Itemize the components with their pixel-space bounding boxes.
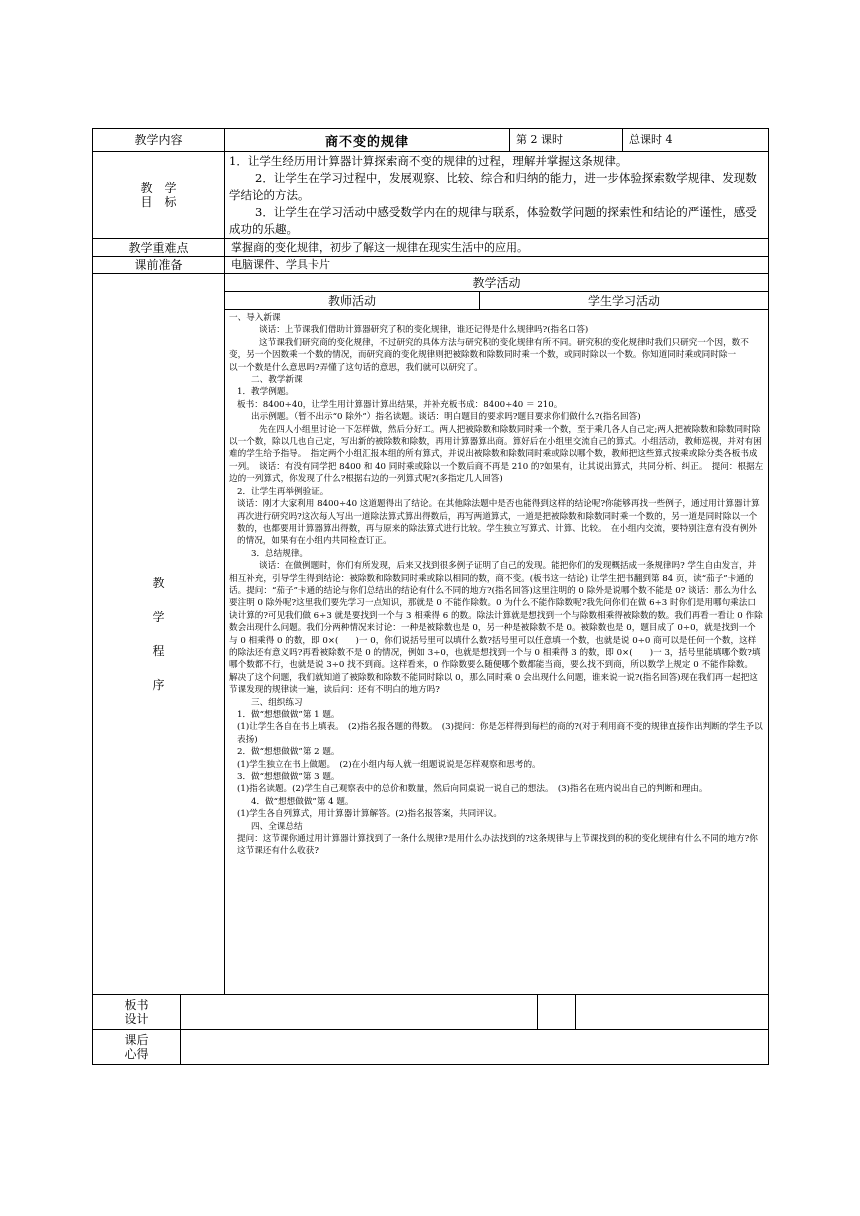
lesson-plan-table — [92, 128, 768, 1065]
procedure-line: 1．做“想想做做”第 1 题。 — [237, 710, 340, 720]
procedure-line: 提问：这节课你通过用计算器计算找到了一条什么规律?是用什么办法找到的?这条规律与上节课找到的积的变化规律有什么不同的地方?你这节课还有什么收获? — [237, 834, 758, 857]
reflection-label — [93, 1030, 181, 1065]
procedure-label-char: 教 — [152, 576, 165, 590]
student-activity-header: 学生学习活动 — [480, 292, 769, 310]
procedure-line: 板书：8400÷40，让学生用计算器计算出结果，并补充板书成：8400÷40 ＝ 210。 — [237, 399, 563, 410]
procedure-line: 3．总结规律。 — [251, 548, 309, 559]
procedure-line: 3．做“想想做做”第 3 题。 — [237, 772, 340, 783]
lesson-title: 商不变的规律 — [225, 129, 510, 152]
procedure-line: 2．做“想想做做”第 2 题。 — [237, 747, 340, 758]
procedure-line: (1)指名读题。(2)学生自己观察表中的总价和数量，然后向同桌说一说自己的想法。 (3)指名在班内说出自己的判断和理由。 — [237, 784, 708, 795]
procedure-line: 先在四人小组里讨论一下怎样做，然后分好工。两人把被除数和除数同时乘一个数，至于乘几各人自己定;两人把被除数和除数同时除以一个数，除以几也自己定，写出新的被除数和除数，再用计算器算出商。算好后在小组里交流自己的算式。小组活动，教师巡视，并对有困难的学生给予指导。 指定两个小组汇报本组的所有算式，并说出被除数和除数同时乘或除以哪个数，教师把这些算式按乘或除分类各板书成一列。 谈话：有没有同学把 8400 和 40 同时乘或除以一个数后商不再是 210 的?如果有，让其说出算式，共同分析、纠正。 提问：根据左边的一列算式，你发现了什么?根据右边的一列算式呢?(多指定几人回答) — [229, 424, 764, 485]
procedure-table — [92, 273, 769, 995]
key-points-label: 教学重难点 — [93, 239, 225, 257]
procedure-label-char: 序 — [152, 678, 165, 692]
board-label-line1: 板书 — [124, 998, 149, 1012]
total-lessons: 总课时 4 — [623, 129, 769, 152]
procedure-label — [93, 274, 225, 995]
procedure-line: 谈话：刚才大家利用 8400÷40 这道题得出了结论。在其他除法题中是否也能得到这样的结论呢?你能够再找一些例子，通过用计算器计算再次进行研究吗?这次每人写出一道除法算式算出得数后，再写两道算式，一道是把被除数和除数同时乘一个数的，另一道是同时除以一个数的，也都要用计算器算出得数，再与原来的除法算式进行比较。学生独立写算式、计算、比较。 在小组内交流，要特别注意有没有例外的情况，如果有在小组内共同检查订正。 — [237, 499, 760, 547]
procedure-line: 二、教学新课 — [251, 375, 303, 386]
procedure-line: (1)学生独立在书上做题。 (2)在小组内每人就一组题说说是怎样观察和思考的。 — [237, 759, 541, 770]
board-design-cell-3 — [576, 995, 769, 1030]
header-table — [92, 128, 769, 152]
procedure-line: 三、组织练习 — [251, 697, 303, 708]
procedure-label-char: 学 — [152, 610, 165, 624]
footer-table — [92, 994, 769, 1065]
content-label: 教学内容 — [93, 129, 225, 152]
procedure-line: 2．让学生再举例验证。 — [237, 486, 329, 497]
goal-item: 3．让学生在学习活动中感受数学内在的规律与联系，体验数学问题的探索性和结论的严谨性，感受成功的乐趣。 — [229, 205, 757, 236]
procedure-line: 1．教学例题。 — [237, 387, 295, 398]
procedure-line: 这节课我们研究商的变化规律，不过研究的具体方法与研究积的变化规律有所不同。研究积的变化规律时我们只研究一个因，数不变，另一个因数乘一个数的情况，而研究商的变化规律则把被除数和除数同时乘一个数，或同时除以一个数。你知道同时乘或同时除一 — [229, 337, 749, 361]
goals-label-line1: 教 学 — [140, 181, 177, 195]
procedure-label-char: 程 — [152, 644, 165, 658]
preparation-text: 电脑课件、学具卡片 — [225, 257, 769, 274]
procedure-line: 一、导入新课 — [229, 313, 281, 323]
goal-item: 2．让学生在学习过程中，发展观察、比较、综合和归纳的能力，进一步体验探索数学规律、发现数学结论的方法。 — [229, 171, 757, 202]
key-points-text: 掌握商的变化规律，初步了解这一规律在现实生活中的应用。 — [225, 239, 769, 257]
procedure-line: (1)学生各自列算式，用计算器计算解答。(2)指名报答案，共同评议。 — [237, 809, 502, 820]
board-design-cell-1 — [181, 995, 538, 1030]
procedure-line: 谈话：上节课我们借助计算器研究了积的变化规律，谁还记得是什么规律吗?(指名口答) — [259, 325, 589, 336]
procedure-content — [225, 310, 769, 995]
board-label-line2: 设计 — [124, 1012, 149, 1026]
procedure-line: 以一个数是什么意思吗?弄懂了这句话的意思，我们就可以研究了。 — [229, 362, 483, 373]
board-design-label — [93, 995, 181, 1030]
procedure-line: (1)让学生各自在书上填表。 (2)指名报各题的得数。 (3)提问：你是怎样得到每栏的商的?(对于利用商不变的规律直接作出判断的学生予以表扬) — [237, 722, 763, 745]
procedure-line: 谈话：在做例题时，你们有所发现，后来又找到很多例子证明了自己的发现。能把你们的发现概括成一条规律吗? 学生自由发言，并相互补充，引导学生得到结论：被除数和除数同时乘或除以相同的数，商不变。(板书这一结论) 让学生把书翻到第 84 页，读“茄子”卡通的话。提问：“茄子”卡通的结论与你们总结出的结论有什么不同的地方?(指名回答)这里注明的 0 除外是说哪个数不能是 0? 谈话：那么为什么要注明 0 除外呢?这里我们要先学习一点知识，那就是 0 不能作除数。0 为什么不能作除数呢?我先问你们在做 6÷3 时你们是用哪句乘法口诀计算的?可见我们做 6÷3 就是要找到一个与 3 相乘得 6 的数。除法计算就是想找到一个与除数相乘得被除数的数。我们再看一看让 0 作除数会出现什么问题。我们分两种情况来讨论：一种是被除数也是 0，另一种是被除数不是 0。被除数也是 0，题目成了 0÷0，就是找到一个与 0 相乘得 0 的数，即 0×( )一 0，你们说括号里可以填什么数?括号里可以任意填一个数，也就是说 0÷0 商可以是任何一个数，这样的除法还有意义吗?再看被除数不是 0 的情况，例如 3÷0，也就是想找到一个与 0 相乘得 3 的数，即 0×( )一 3，括号里能填哪个数?填哪个数都不行，也就是说 3÷0 找不到商。这样看来，0 作除数要么随便哪个数都能当商，要么找不到商，所以数学上规定 0 不能作除数。 解决了这个问题，我们就知道了被除数和除数不能同时除以 0，那么同时乘 0 会出现什么问题，谁来说一说?(指名回答)现在我们再一起把这节课发现的规律读一遍，读后问：还有不明白的地方吗? — [229, 561, 763, 696]
activity-header: 教学活动 — [225, 274, 769, 292]
reflection-cell — [181, 1030, 769, 1065]
goals-text — [225, 152, 769, 239]
procedure-line: 出示例题。（暂不出示“0 除外”）指名读题。谈话：明白题目的要求吗?题目要求你们做什么?(指名回答) — [251, 412, 641, 423]
reflection-label-line1: 课后 — [124, 1033, 149, 1047]
procedure-line: 四、全课总结 — [251, 821, 303, 832]
lesson-number: 第 2 课时 — [510, 129, 623, 152]
preparation-label: 课前准备 — [93, 257, 225, 274]
goals-label-line2: 目 标 — [140, 195, 177, 209]
procedure-line: 4．做“想想做做”第 4 题。 — [251, 796, 354, 807]
reflection-label-line2: 心得 — [124, 1047, 149, 1061]
goal-item: 1．让学生经历用计算器计算探索商不变的规律的过程，理解并掌握这条规律。 — [229, 154, 628, 168]
teacher-activity-header: 教师活动 — [225, 292, 480, 310]
board-design-cell-2 — [538, 995, 576, 1030]
goals-label — [93, 152, 225, 239]
info-table — [92, 151, 769, 274]
